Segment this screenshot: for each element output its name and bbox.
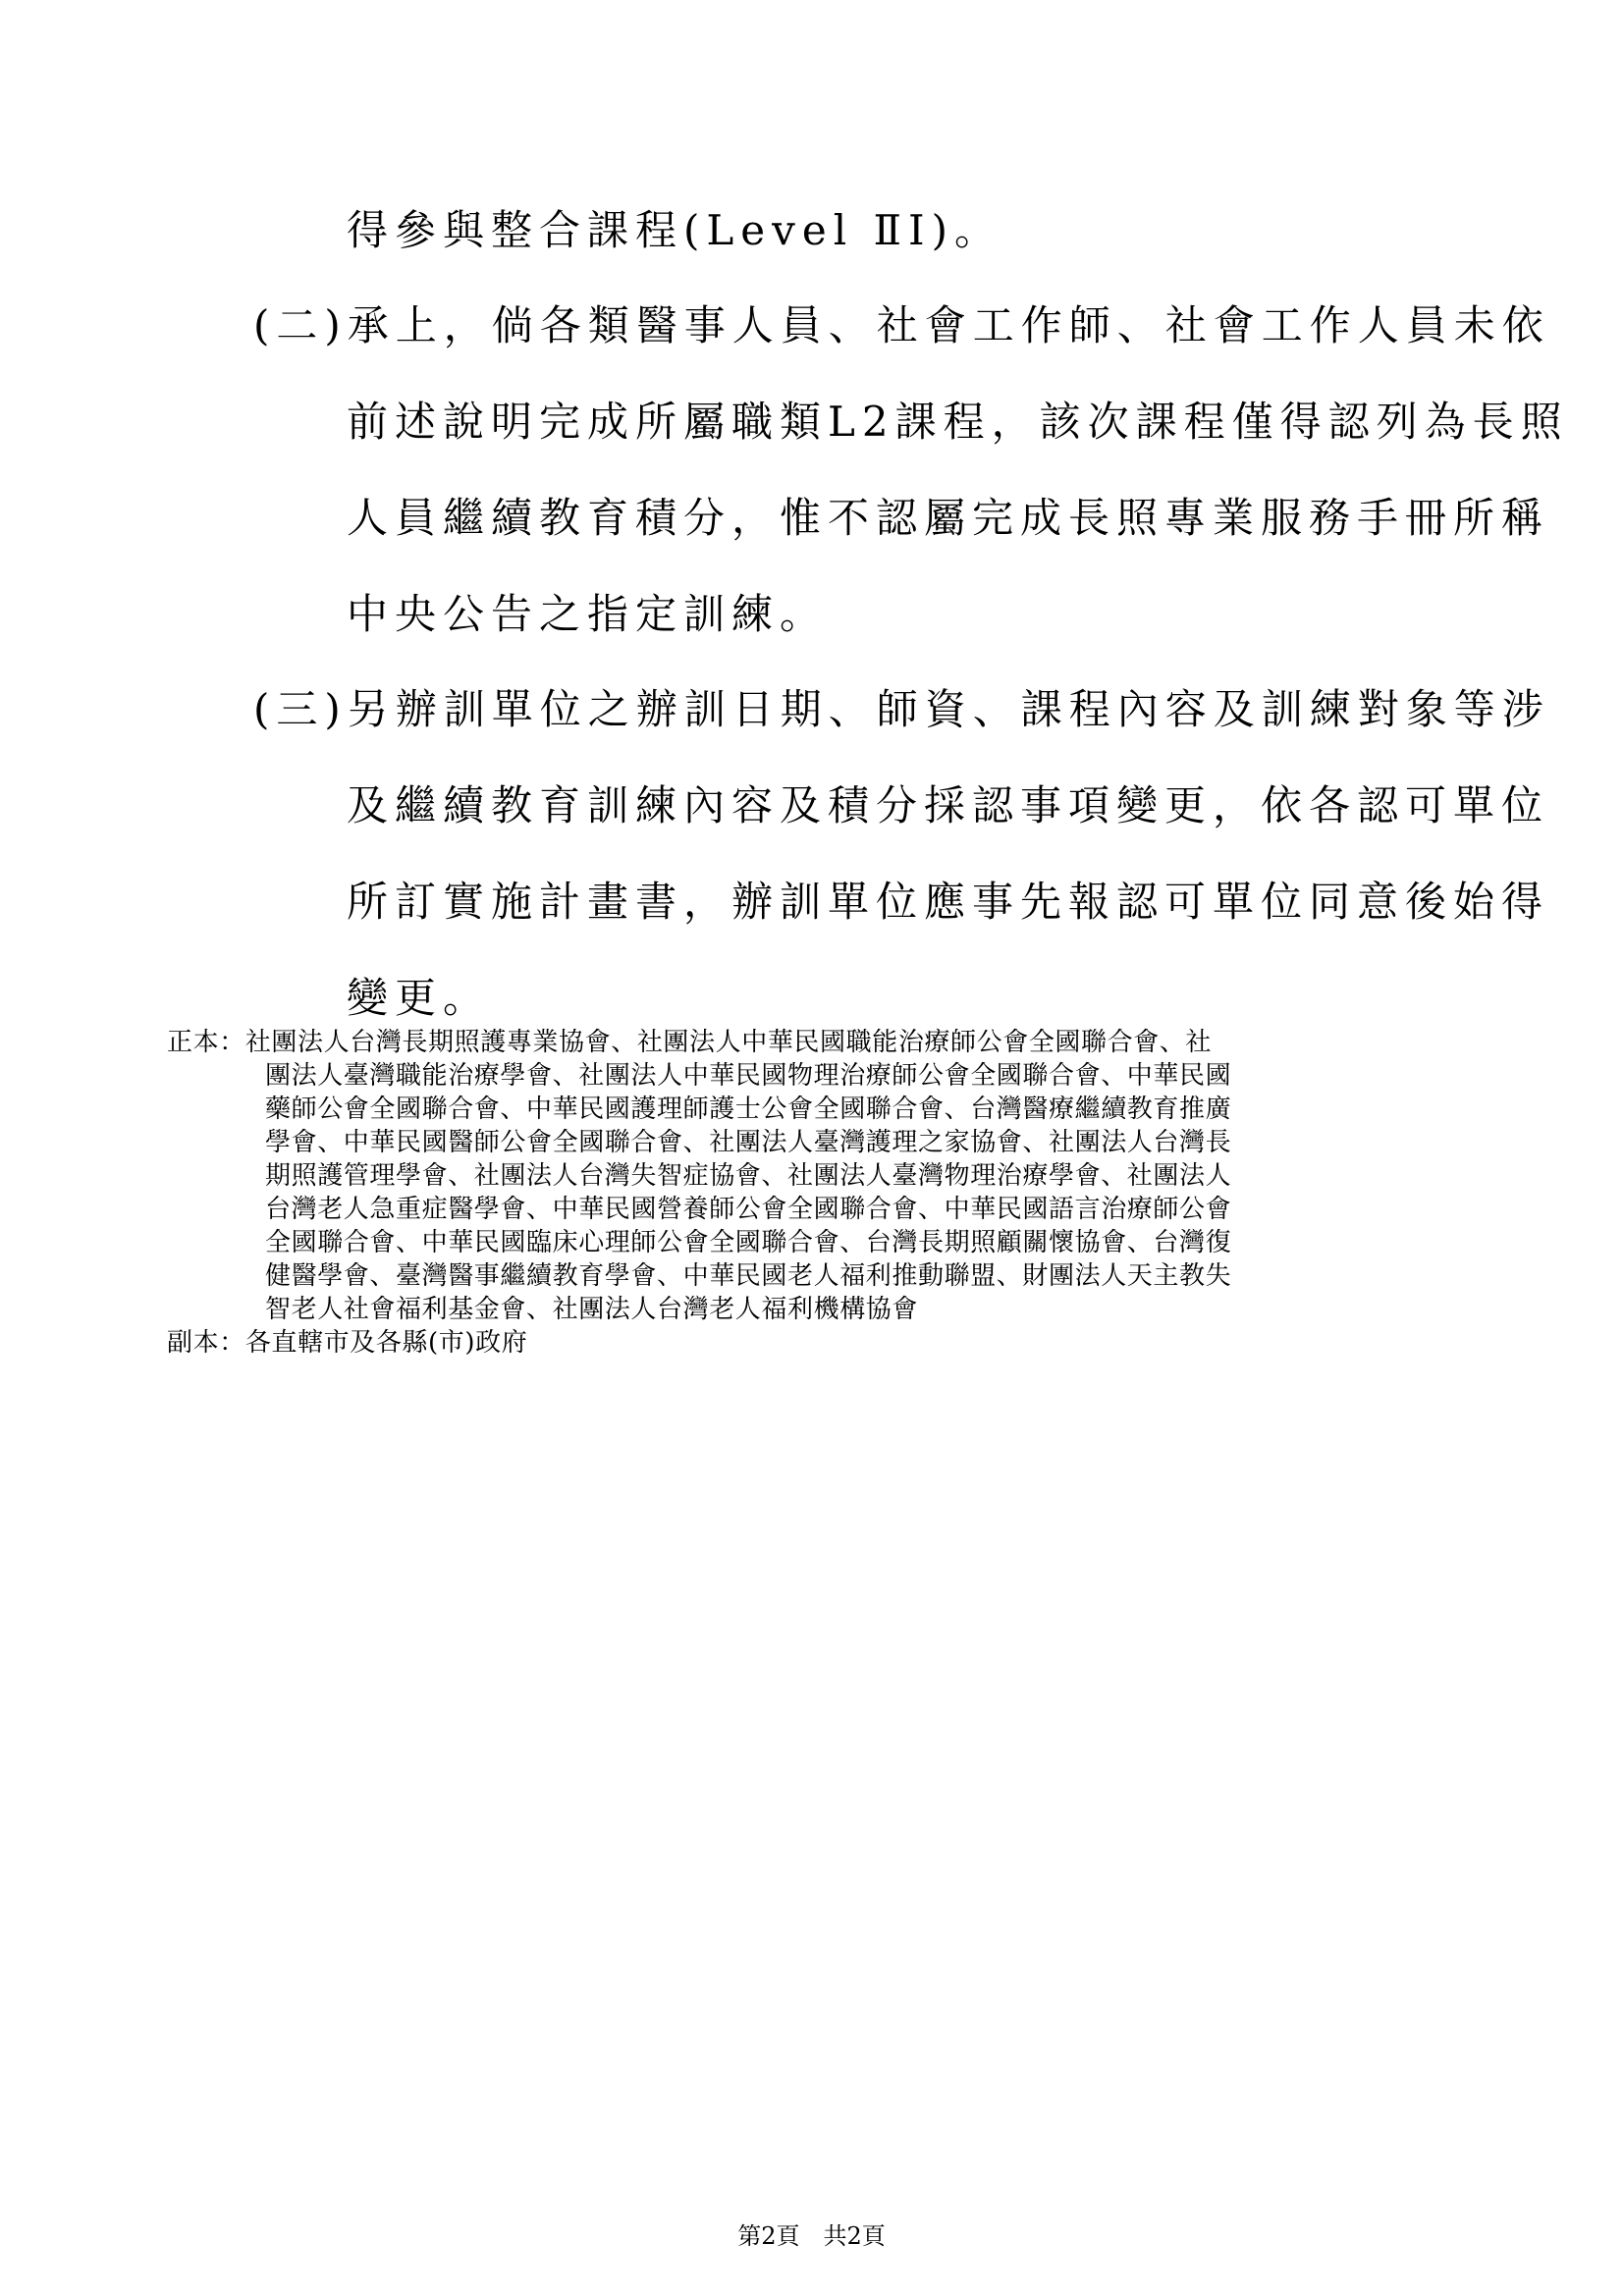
item-2-line-3: 人員繼續教育積分，惟不認屬完成長照專業服務手冊所稱 <box>347 494 1550 542</box>
primary-recipients-line-7: 全國聯合會、中華民國臨床心理師公會全國聯合會、台灣長期照顧關懷協會、台灣復 <box>265 1228 1232 1257</box>
item-2-first-line <box>253 296 1550 355</box>
item-2-line-1: 承上，倘各類醫事人員、社會工作師、社會工作人員未依 <box>347 301 1550 349</box>
copy-recipients-label: 副本： <box>167 1328 245 1358</box>
primary-recipients-line-1: 社團法人台灣長期照護專業協會、社團法人中華民國職能治療師公會全國聯合會、社 <box>244 1028 1213 1057</box>
primary-recipients-first-line <box>167 1026 1212 1059</box>
item-3-line-1: 另辦訓單位之辦訓日期、師資、課程內容及訓練對象等涉 <box>347 685 1550 733</box>
primary-recipients-line-2: 團法人臺灣職能治療學會、社團法人中華民國物理治療師公會全國聯合會、中華民國 <box>265 1061 1232 1091</box>
copy-recipients-text: 各直轄市及各縣(市)政府 <box>244 1328 528 1358</box>
item-3-line-4: 變更。 <box>347 974 492 1022</box>
item-2-marker: (二) <box>253 301 348 349</box>
item-2-line-4: 中央公告之指定訓練。 <box>347 590 829 638</box>
item-3-line-3: 所訂實施計畫書，辦訓單位應事先報認可單位同意後始得 <box>347 878 1550 926</box>
page-number: 第2頁 共2頁 <box>737 2222 886 2250</box>
prev-item-tail: 得參與整合課程(Level ⅡI)。 <box>347 206 1003 254</box>
primary-recipients-line-4: 學會、中華民國醫師公會全國聯合會、社團法人臺灣護理之家協會、社團法人台灣長 <box>265 1128 1232 1157</box>
item-3-marker: (三) <box>253 685 348 733</box>
primary-recipients-label: 正本： <box>167 1028 245 1057</box>
primary-recipients-line-9: 智老人社會福利基金會、社團法人台灣老人福利機構協會 <box>265 1295 919 1324</box>
item-3-line-2: 及繼續教育訓練內容及積分採認事項變更，依各認可單位 <box>347 781 1550 829</box>
primary-recipients-line-5: 期照護管理學會、社團法人台灣失智症協會、社團法人臺灣物理治療學會、社團法人 <box>265 1161 1232 1191</box>
primary-recipients-line-8: 健醫學會、臺灣醫事繼續教育學會、中華民國老人福利推動聯盟、財團法人天主教失 <box>265 1261 1232 1291</box>
copy-recipients-line <box>167 1326 527 1360</box>
primary-recipients-line-3: 藥師公會全國聯合會、中華民國護理師護士公會全國聯合會、台灣醫療繼續教育推廣 <box>265 1095 1232 1124</box>
item-3-first-line <box>253 680 1550 739</box>
item-2-line-2: 前述說明完成所屬職類L2課程，該次課程僅得認列為長照 <box>347 398 1569 446</box>
primary-recipients-line-6: 台灣老人急重症醫學會、中華民國營養師公會全國聯合會、中華民國語言治療師公會 <box>265 1195 1232 1224</box>
